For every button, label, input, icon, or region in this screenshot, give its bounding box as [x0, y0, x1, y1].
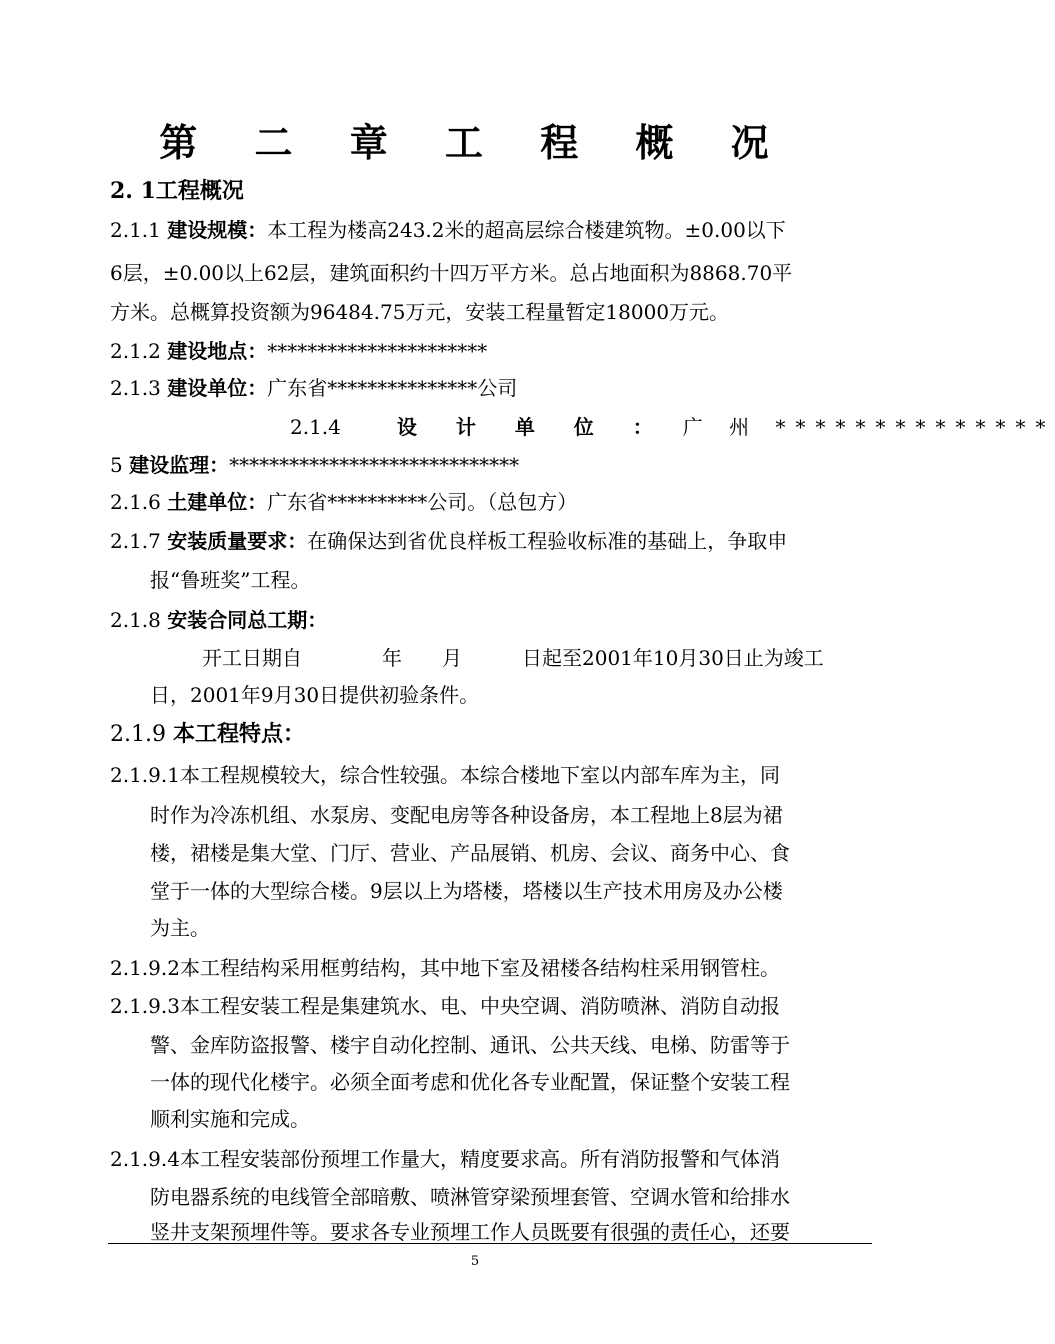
paragraph-2-1-9-4-cont: 竖井支架预埋件等。要求各专业预埋工作人员既要有很强的责任心，还要 [150, 1220, 790, 1244]
item-2-1-7-cont: 报“鲁班奖”工程。 [150, 568, 311, 592]
paragraph-2-1-9-1-cont: 为主。 [150, 916, 210, 940]
item-2-1-3: 2.1.3 建设单位：广东省***************公司 [110, 376, 518, 400]
paragraph-2-1-9-3: 2.1.9.3本工程安装工程是集建筑水、电、中央空调、消防喷淋、消防自动报 [110, 994, 780, 1018]
paragraph-2-1-9-4-cont: 防电器系统的电线管全部暗敷、喷淋管穿梁预埋套管、空调水管和给排水 [150, 1185, 790, 1209]
item-label: 安装合同总工期： [167, 608, 328, 632]
item-2-1-8-cont: 日，2001年9月30日提供初验条件。 [150, 683, 480, 707]
item-2-1-1-cont: 方米。总概算投资额为96484.75万元，安装工程量暂定18000万元。 [110, 300, 730, 324]
item-label: 安装质量要求： [167, 529, 308, 553]
footer-rule [108, 1243, 872, 1244]
item-2-1-2: 2.1.2 建设地点：********************** [110, 339, 488, 363]
paragraph-2-1-9-1-cont: 楼，裙楼是集大堂、门厅、营业、产品展销、机房、会议、商务中心、食 [150, 841, 790, 865]
item-label: 本工程特点： [172, 721, 305, 747]
item-2-1-8-cont: 开工日期自 年 月 日起至2001年10月30日止为竣工 [202, 646, 824, 670]
item-2-1-1: 2.1.1 建设规模：本工程为楼高243.2米的超高层综合楼建筑物。±0.00以下 [110, 218, 786, 242]
paragraph-2-1-9-1: 2.1.9.1本工程规模较大，综合性较强。本综合楼地下室以内部车库为主，同 [110, 763, 780, 787]
item-label: 建设地点： [167, 339, 268, 363]
item-label: 土建单位： [167, 490, 268, 514]
item-2-1-4: 2.1.4 设 计 单 位 ： 广 州 ************** [290, 415, 1055, 439]
page-number: 5 [470, 1254, 480, 1269]
item-label: 建设监理： [129, 453, 230, 477]
chapter-title: 第 二 章 工 程 概 况 [159, 120, 791, 165]
item-label: 建设规模： [167, 218, 268, 242]
section-heading: 2. 1工程概况 [110, 178, 244, 204]
paragraph-2-1-9-1-cont: 时作为冷冻机组、水泵房、变配电房等各种设备房，本工程地上8层为裙 [150, 803, 783, 827]
item-2-1-1-cont: 6层，±0.00以上62层，建筑面积约十四万平方米。总占地面积为8868.70平 [110, 261, 793, 285]
paragraph-2-1-9-3-cont: 顺利实施和完成。 [150, 1107, 310, 1131]
paragraph-2-1-9-3-cont: 警、金库防盗报警、楼宇自动化控制、通讯、公共天线、电梯、防雷等于 [150, 1033, 790, 1057]
item-2-1-9: 2.1.9 本工程特点： [110, 721, 305, 747]
item-label: 建设单位： [167, 376, 268, 400]
item-2-1-6: 2.1.6 土建单位：广东省**********公司。（总包方） [110, 490, 578, 514]
paragraph-2-1-9-3-cont: 一体的现代化楼宇。必须全面考虑和优化各专业配置，保证整个安装工程 [150, 1070, 790, 1094]
item-2-1-8: 2.1.8 安装合同总工期： [110, 608, 328, 632]
paragraph-2-1-9-4: 2.1.9.4本工程安装部份预埋工作量大，精度要求高。所有消防报警和气体消 [110, 1147, 780, 1171]
item-2-1-7: 2.1.7 安装质量要求：在确保达到省优良样板工程验收标准的基础上，争取申 [110, 529, 788, 553]
item-2-1-5: 5 建设监理：***************************** [110, 453, 520, 477]
paragraph-2-1-9-2: 2.1.9.2本工程结构采用框剪结构，其中地下室及裙楼各结构柱采用钢管柱。 [110, 956, 780, 980]
paragraph-2-1-9-1-cont: 堂于一体的大型综合楼。9层以上为塔楼，塔楼以生产技术用房及办公楼 [150, 879, 783, 903]
item-label: 设 计 单 位 ： [396, 415, 669, 439]
